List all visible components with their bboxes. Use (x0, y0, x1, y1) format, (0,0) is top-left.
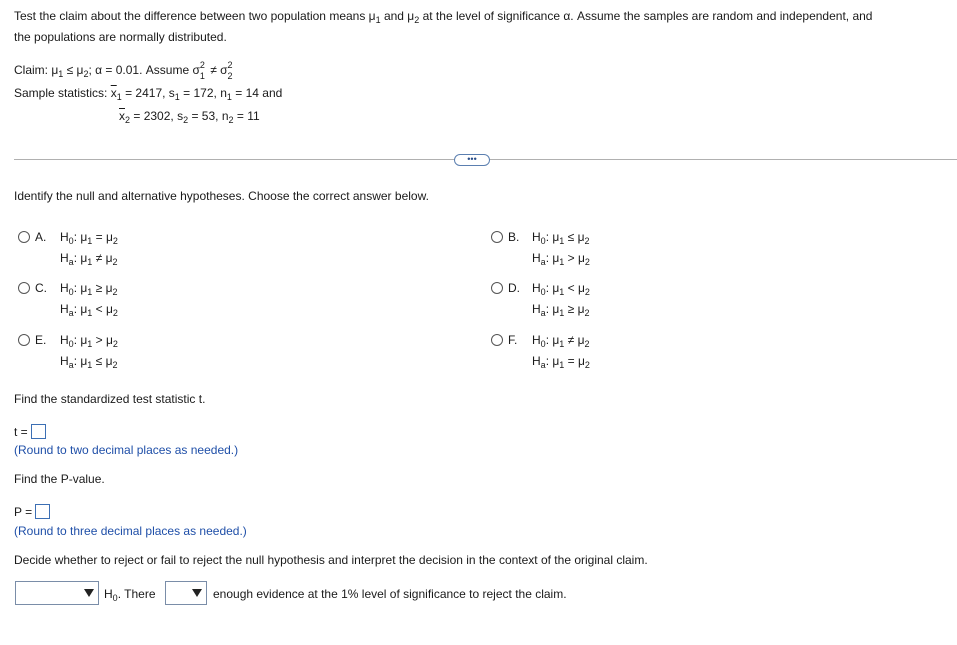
chevron-down-icon (84, 589, 94, 597)
option-c-letter: C. (35, 281, 47, 295)
t-answer-input[interactable] (31, 424, 46, 439)
decision-prompt: Decide whether to reject or fail to reject the null hypothesis and interpret the decision in the context of the original claim. (14, 553, 648, 567)
evidence-dropdown[interactable] (165, 581, 207, 605)
expand-button[interactable]: ••• (454, 154, 490, 166)
problem-intro-line2: the populations are normally distributed. (14, 30, 227, 44)
option-e-radio[interactable] (18, 334, 30, 346)
round-t-hint: (Round to two decimal places as needed.) (14, 443, 239, 457)
option-e-h0: $H_0$: $\mu_1 > \mu_2$ (60, 333, 118, 349)
option-d-letter: D. (508, 281, 520, 295)
claim-line: Claim: $\mu_1 \le \mu_2$; α = 0.01. Assume σ 2 1 ≠ σ 2 2 (14, 60, 233, 81)
reject-decision-dropdown[interactable] (15, 581, 99, 605)
option-f-h0: $H_0$: $\mu_1 \ne \mu_2$ (532, 333, 590, 349)
option-c-ha: $H_a$: $\mu_1 < \mu_2$ (60, 302, 118, 318)
option-f-ha: $H_a$: $\mu_1 = \mu_2$ (532, 354, 590, 370)
option-b-letter: B. (508, 230, 520, 244)
option-b-h0: $H_0$: $\mu_1 \le \mu_2$ (532, 230, 590, 246)
sample-stats-line2: $\overline{x}_2 = 2302$, $s_2 = 53$, $n_2 = 11$ (119, 109, 260, 125)
hypotheses-question: Identify the null and alternative hypotheses. Choose the correct answer below. (14, 189, 429, 203)
option-e-letter: E. (35, 333, 47, 347)
p-answer-row (14, 504, 50, 520)
t-label: t = (14, 425, 28, 439)
problem-intro-line1: Test the claim about the difference between two population means $\mu_1$ and $\mu_2$ at the level of significance α. Assume the samples are random and independent, and (14, 9, 873, 25)
decision-end-text: enough evidence at the 1% level of significance to reject the claim. (213, 587, 567, 601)
p-label: P = (14, 505, 33, 519)
option-f-letter: F. (508, 333, 518, 347)
option-d-radio[interactable] (491, 282, 503, 294)
find-t-prompt: Find the standardized test statistic t. (14, 392, 206, 406)
option-b-radio[interactable] (491, 231, 503, 243)
option-a-radio[interactable] (18, 231, 30, 243)
p-answer-input[interactable] (35, 504, 50, 519)
option-c-radio[interactable] (18, 282, 30, 294)
option-a-h0: $H_0$: $\mu_1 = \mu_2$ (60, 230, 118, 246)
t-answer-row (14, 424, 46, 440)
decision-h0-text: $H_0$. There (104, 587, 156, 603)
sample-stats-line1: Sample statistics: $\overline{x}_1 = 2417$, $s_1 = 172$, $n_1 = 14$ and (14, 86, 283, 102)
option-d-h0: $H_0$: $\mu_1 < \mu_2$ (532, 281, 590, 297)
option-a-letter: A. (35, 230, 47, 244)
option-b-ha: $H_a$: $\mu_1 > \mu_2$ (532, 251, 590, 267)
chevron-down-icon (192, 589, 202, 597)
round-p-hint: (Round to three decimal places as needed.) (14, 524, 247, 538)
option-f-radio[interactable] (491, 334, 503, 346)
option-a-ha: $H_a$: $\mu_1 \ne \mu_2$ (60, 251, 118, 267)
option-c-h0: $H_0$: $\mu_1 \ge \mu_2$ (60, 281, 118, 297)
option-e-ha: $H_a$: $\mu_1 \le \mu_2$ (60, 354, 118, 370)
option-d-ha: $H_a$: $\mu_1 \ge \mu_2$ (532, 302, 590, 318)
find-p-prompt: Find the P-value. (14, 472, 105, 486)
